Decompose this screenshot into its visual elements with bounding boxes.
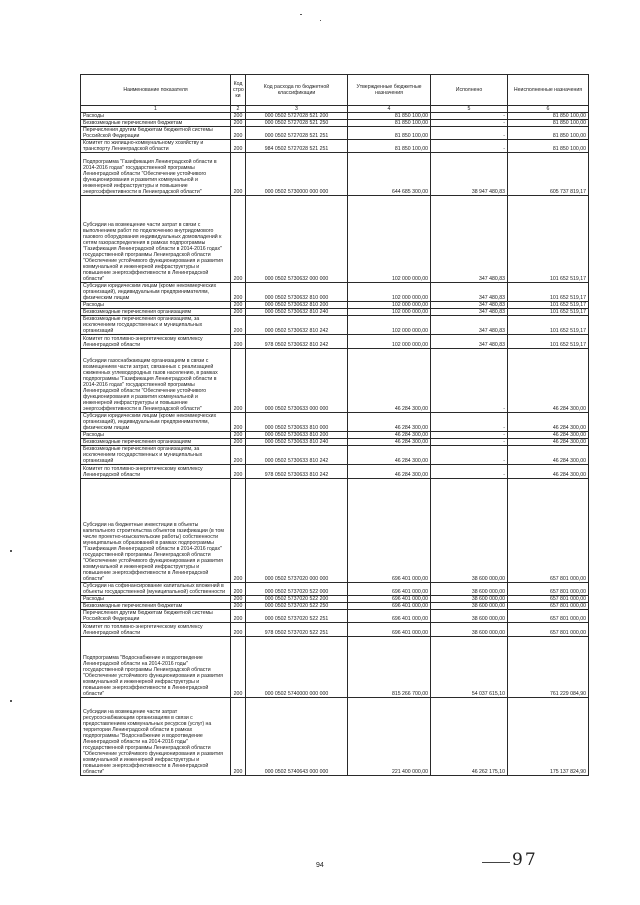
table-row (81, 153, 589, 196)
budget-execution-table (80, 74, 589, 776)
row-name: Расходы (81, 432, 231, 439)
row-name: Расходы (81, 302, 231, 309)
row-unexecuted: 81 850 100,00 (508, 140, 589, 153)
row-line-code: 200 (231, 610, 246, 623)
row-executed: 38 600 000,00 (431, 583, 508, 596)
row-line-code: 200 (231, 196, 246, 283)
row-name: Субсидии на возмещение части затрат в связи с выполнением работ по подключению внутридомового газового оборудования индивидуальных домовладений к сетям газораспределения в рамках подпрограммы "Газификация Ленинградской области в 2014-2016 годах" государственной программы Ленинградской области "Обеспечение устойчивого функционирования и развития коммунальной и инженерной инфраструктуры и повышение энергоэффективности в Ленинградской области" (81, 196, 231, 283)
row-name: Безвозмездные перечисления бюджетам (81, 120, 231, 127)
header-executed: Исполнено (431, 75, 508, 106)
row-executed: - (431, 120, 508, 127)
row-name: Расходы (81, 113, 231, 120)
row-unexecuted: 81 850 100,00 (508, 113, 589, 120)
row-name: Субсидии юридическим лицам (кроме некоммерческих организаций), индивидуальным предпринимателям, физическим лицам (81, 283, 231, 302)
row-line-code: 200 (231, 583, 246, 596)
row-line-code: 200 (231, 465, 246, 479)
table-row (81, 479, 589, 583)
row-classification-code: 000 0502 5730632 810 200 (246, 302, 348, 309)
row-executed: 46 262 175,10 (431, 698, 508, 776)
row-approved: 81 850 100,00 (348, 127, 431, 140)
row-name: Безвозмездные перечисления организациям, за исключением государственных и муниципальных организаций (81, 316, 231, 335)
row-unexecuted: 101 652 519,17 (508, 309, 589, 316)
scan-speck (10, 700, 12, 702)
row-line-code: 200 (231, 439, 246, 446)
row-classification-code: 000 0502 5727028 521 251 (246, 127, 348, 140)
header-approved: Утвержденные бюджетные назначения (348, 75, 431, 106)
header-classification-code: Код расхода по бюджетной классификации (246, 75, 348, 106)
handwritten-page-number: 97 (512, 850, 538, 870)
row-name: Комитет по жилищно-коммунальному хозяйству и транспорту Ленинградской области (81, 140, 231, 153)
row-unexecuted: 81 850 100,00 (508, 120, 589, 127)
row-approved: 696 401 000,00 (348, 623, 431, 637)
row-unexecuted: 46 284 300,00 (508, 413, 589, 432)
row-unexecuted: 657 801 000,00 (508, 610, 589, 623)
row-line-code: 200 (231, 479, 246, 583)
row-name: Комитет по топливно-энергетическому комплексу Ленинградской области (81, 335, 231, 349)
row-unexecuted: 657 801 000,00 (508, 583, 589, 596)
row-classification-code: 000 0502 5730633 000 000 (246, 349, 348, 413)
row-classification-code: 000 0502 5730000 000 000 (246, 153, 348, 196)
scan-speck (300, 14, 302, 15)
row-line-code: 200 (231, 413, 246, 432)
row-approved: 81 850 100,00 (348, 120, 431, 127)
row-approved: 81 850 100,00 (348, 113, 431, 120)
row-line-code: 200 (231, 623, 246, 637)
table-row (81, 309, 589, 316)
table-body (81, 113, 589, 776)
row-name: Перечисления другим бюджетам бюджетной системы Российской Федерации (81, 610, 231, 623)
row-approved: 102 000 000,00 (348, 302, 431, 309)
page-number: 94 (316, 862, 324, 869)
table-row (81, 465, 589, 479)
row-executed: 38 600 000,00 (431, 479, 508, 583)
table-row (81, 596, 589, 603)
handwritten-stroke (482, 862, 510, 863)
row-executed: 347 480,83 (431, 316, 508, 335)
row-classification-code: 000 0502 5740643 000 000 (246, 698, 348, 776)
row-unexecuted: 46 284 300,00 (508, 465, 589, 479)
row-approved: 46 284 300,00 (348, 432, 431, 439)
row-executed: 347 480,83 (431, 302, 508, 309)
row-approved: 102 000 000,00 (348, 196, 431, 283)
table-row (81, 583, 589, 596)
row-executed: 38 600 000,00 (431, 603, 508, 610)
table-row (81, 349, 589, 413)
table-row (81, 140, 589, 153)
row-classification-code: 000 0502 5737020 522 200 (246, 596, 348, 603)
row-line-code: 200 (231, 140, 246, 153)
table-row (81, 120, 589, 127)
row-approved: 696 401 000,00 (348, 583, 431, 596)
row-classification-code: 984 0502 5727028 521 251 (246, 140, 348, 153)
row-classification-code: 000 0502 5730632 810 242 (246, 316, 348, 335)
row-executed: 347 480,83 (431, 309, 508, 316)
row-unexecuted: 657 801 000,00 (508, 596, 589, 603)
row-executed: - (431, 413, 508, 432)
row-line-code: 200 (231, 113, 246, 120)
row-unexecuted: 657 801 000,00 (508, 603, 589, 610)
row-classification-code: 000 0502 5730633 810 240 (246, 439, 348, 446)
row-classification-code: 000 0502 5737020 522 000 (246, 583, 348, 596)
row-classification-code: 000 0502 5737020 522 250 (246, 603, 348, 610)
row-approved: 221 400 000,00 (348, 698, 431, 776)
row-name: Подпрограмма "Газификация Ленинградской области в 2014-2016 годах" государственной программы Ленинградской области "Обеспечение устойчивого функционирования и развития коммунальной и инженерной инфраструктуры и повышение энергоэффективности в Ленинградской области" (81, 153, 231, 196)
row-approved: 696 401 000,00 (348, 479, 431, 583)
row-classification-code: 000 0502 5730632 810 000 (246, 283, 348, 302)
row-classification-code: 000 0502 5737020 000 000 (246, 479, 348, 583)
row-name: Безвозмездные перечисления организациям, за исключением государственных и муниципальных организаций (81, 446, 231, 465)
header-line-code: Код стро ки (231, 75, 246, 106)
row-classification-code: 000 0502 5740000 000 000 (246, 637, 348, 698)
row-name: Субсидии на бюджетные инвестиции в объекты капитального строительства объектов газификации (в том числе проектно-изыскательские работы) собственности муниципальных образований в рамках подпрограммы "Газификация Ленинградской области в 2014-2016 годах" государственной программы Ленинградской области "Обеспечение устойчивого функционирования и развития коммунальной и инженерной инфраструктуры и повышение энергоэффективности в Ленинградской области" (81, 479, 231, 583)
table-row (81, 113, 589, 120)
row-classification-code: 000 0502 5730632 810 240 (246, 309, 348, 316)
row-line-code: 200 (231, 698, 246, 776)
header-name: Наименование показателя (81, 75, 231, 106)
row-executed: 38 600 000,00 (431, 596, 508, 603)
row-executed: - (431, 465, 508, 479)
row-classification-code: 000 0502 5730633 810 242 (246, 446, 348, 465)
row-executed: 38 600 000,00 (431, 610, 508, 623)
row-line-code: 200 (231, 432, 246, 439)
row-line-code: 200 (231, 153, 246, 196)
scan-speck (320, 20, 321, 21)
row-executed: - (431, 439, 508, 446)
table-row (81, 603, 589, 610)
row-classification-code: 000 0502 5730633 810 000 (246, 413, 348, 432)
table-row (81, 335, 589, 349)
row-classification-code: 978 0502 5730633 810 242 (246, 465, 348, 479)
row-approved: 46 284 300,00 (348, 413, 431, 432)
row-executed: 347 480,83 (431, 283, 508, 302)
row-approved: 81 850 100,00 (348, 140, 431, 153)
row-line-code: 200 (231, 335, 246, 349)
row-approved: 102 000 000,00 (348, 316, 431, 335)
row-unexecuted: 46 284 300,00 (508, 349, 589, 413)
row-name: Перечисления другим бюджетам бюджетной системы Российской Федерации (81, 127, 231, 140)
row-executed: - (431, 446, 508, 465)
row-classification-code: 000 0502 5730632 000 000 (246, 196, 348, 283)
row-line-code: 200 (231, 349, 246, 413)
row-classification-code: 000 0502 5730633 810 200 (246, 432, 348, 439)
row-line-code: 200 (231, 309, 246, 316)
table-row (81, 302, 589, 309)
row-approved: 102 000 000,00 (348, 283, 431, 302)
row-unexecuted: 46 284 300,00 (508, 439, 589, 446)
column-number: 4 (348, 106, 431, 113)
column-number: 1 (81, 106, 231, 113)
row-approved: 696 401 000,00 (348, 610, 431, 623)
table-row (81, 610, 589, 623)
row-name: Субсидии юридическим лицам (кроме некоммерческих организаций), индивидуальным предпринимателям, физическим лицам (81, 413, 231, 432)
row-executed: 347 480,83 (431, 335, 508, 349)
row-executed: 38 947 480,83 (431, 153, 508, 196)
table-row (81, 432, 589, 439)
row-approved: 644 685 300,00 (348, 153, 431, 196)
row-approved: 102 000 000,00 (348, 335, 431, 349)
column-number: 6 (508, 106, 589, 113)
row-classification-code: 000 0502 5727028 521 250 (246, 120, 348, 127)
row-line-code: 200 (231, 603, 246, 610)
row-classification-code: 978 0502 5737020 522 251 (246, 623, 348, 637)
row-unexecuted: 101 652 519,17 (508, 316, 589, 335)
column-number: 2 (231, 106, 246, 113)
row-unexecuted: 657 801 000,00 (508, 479, 589, 583)
row-unexecuted: 761 229 084,90 (508, 637, 589, 698)
row-line-code: 200 (231, 637, 246, 698)
row-unexecuted: 101 652 519,17 (508, 335, 589, 349)
row-executed: 38 600 000,00 (431, 623, 508, 637)
row-approved: 102 000 000,00 (348, 309, 431, 316)
header-unexecuted: Неисполненные назначения (508, 75, 589, 106)
table-row (81, 623, 589, 637)
row-approved: 696 401 000,00 (348, 596, 431, 603)
table-row (81, 446, 589, 465)
header-row (81, 75, 589, 106)
table-row (81, 637, 589, 698)
row-line-code: 200 (231, 446, 246, 465)
row-executed: - (431, 113, 508, 120)
row-line-code: 200 (231, 127, 246, 140)
row-line-code: 200 (231, 283, 246, 302)
scan-speck (10, 550, 12, 552)
row-unexecuted: 175 137 824,90 (508, 698, 589, 776)
row-name: Безвозмездные перечисления организациям (81, 309, 231, 316)
row-unexecuted: 605 737 819,17 (508, 153, 589, 196)
row-approved: 46 284 300,00 (348, 349, 431, 413)
row-executed: - (431, 349, 508, 413)
row-executed: 54 037 615,10 (431, 637, 508, 698)
row-name: Субсидии на софинансирование капитальных вложений в объекты государственной (муниципальной) собственности (81, 583, 231, 596)
row-line-code: 200 (231, 302, 246, 309)
table-row (81, 698, 589, 776)
table-row (81, 316, 589, 335)
row-approved: 46 284 300,00 (348, 465, 431, 479)
row-line-code: 200 (231, 120, 246, 127)
row-unexecuted: 101 652 519,17 (508, 196, 589, 283)
row-approved: 815 266 700,00 (348, 637, 431, 698)
row-name: Расходы (81, 596, 231, 603)
row-executed: 347 480,83 (431, 196, 508, 283)
row-name: Комитет по топливно-энергетическому комплексу Ленинградской области (81, 623, 231, 637)
row-classification-code: 000 0502 5737020 522 251 (246, 610, 348, 623)
row-unexecuted: 101 652 519,17 (508, 283, 589, 302)
row-classification-code: 000 0502 5727028 521 200 (246, 113, 348, 120)
row-name: Субсидии газоснабжающим организациям в связи с возмещением части затрат, связанных с реализацией сжиженных углеводородных газов населению, в рамках подпрограммы "Газификация Ленинградской области в 2014-2016 годах" государственной программы Ленинградской области "Обеспечение устойчивого функционирования и развития коммунальной и инженерной инфраструктуры и повышение энергоэффективности в Ленинградской области" (81, 349, 231, 413)
table-row (81, 283, 589, 302)
row-unexecuted: 101 652 519,17 (508, 302, 589, 309)
row-line-code: 200 (231, 596, 246, 603)
row-approved: 696 401 000,00 (348, 603, 431, 610)
row-unexecuted: 657 801 000,00 (508, 623, 589, 637)
row-unexecuted: 46 284 300,00 (508, 432, 589, 439)
row-name: Комитет по топливно-энергетическому комплексу Ленинградской области (81, 465, 231, 479)
row-unexecuted: 46 284 300,00 (508, 446, 589, 465)
table-row (81, 196, 589, 283)
row-executed: - (431, 127, 508, 140)
column-number: 3 (246, 106, 348, 113)
row-name: Субсидии на возмещение части затрат ресурсоснабжающим организациям в связи с предоставлением коммунальных ресурсов (услуг) на территории Ленинградской области в рамках подпрограммы "Водоснабжение и водоотведение Ленинградской области на 2014-2016 годы" государственной программы Ленинградской области "Обеспечение устойчивого функционирования и развития коммунальной и инженерной инфраструктуры и повышение энергоэффективности в Ленинградской области" (81, 698, 231, 776)
row-line-code: 200 (231, 316, 246, 335)
row-classification-code: 978 0502 5730632 810 242 (246, 335, 348, 349)
row-executed: - (431, 432, 508, 439)
row-approved: 46 284 300,00 (348, 439, 431, 446)
row-name: Безвозмездные перечисления организациям (81, 439, 231, 446)
table-row (81, 413, 589, 432)
row-approved: 46 284 300,00 (348, 446, 431, 465)
table-row (81, 127, 589, 140)
row-name: Подпрограмма "Водоснабжение и водоотведение Ленинградской области на 2014-2016 годы" государственной программы Ленинградской области "Обеспечение устойчивого функционирования и развития коммунальной и инженерной инфраструктуры и повышение энергоэффективности в Ленинградской области" (81, 637, 231, 698)
table-row (81, 439, 589, 446)
row-name: Безвозмездные перечисления бюджетам (81, 603, 231, 610)
column-number: 5 (431, 106, 508, 113)
row-unexecuted: 81 850 100,00 (508, 127, 589, 140)
column-number-row (81, 106, 589, 113)
row-executed: - (431, 140, 508, 153)
